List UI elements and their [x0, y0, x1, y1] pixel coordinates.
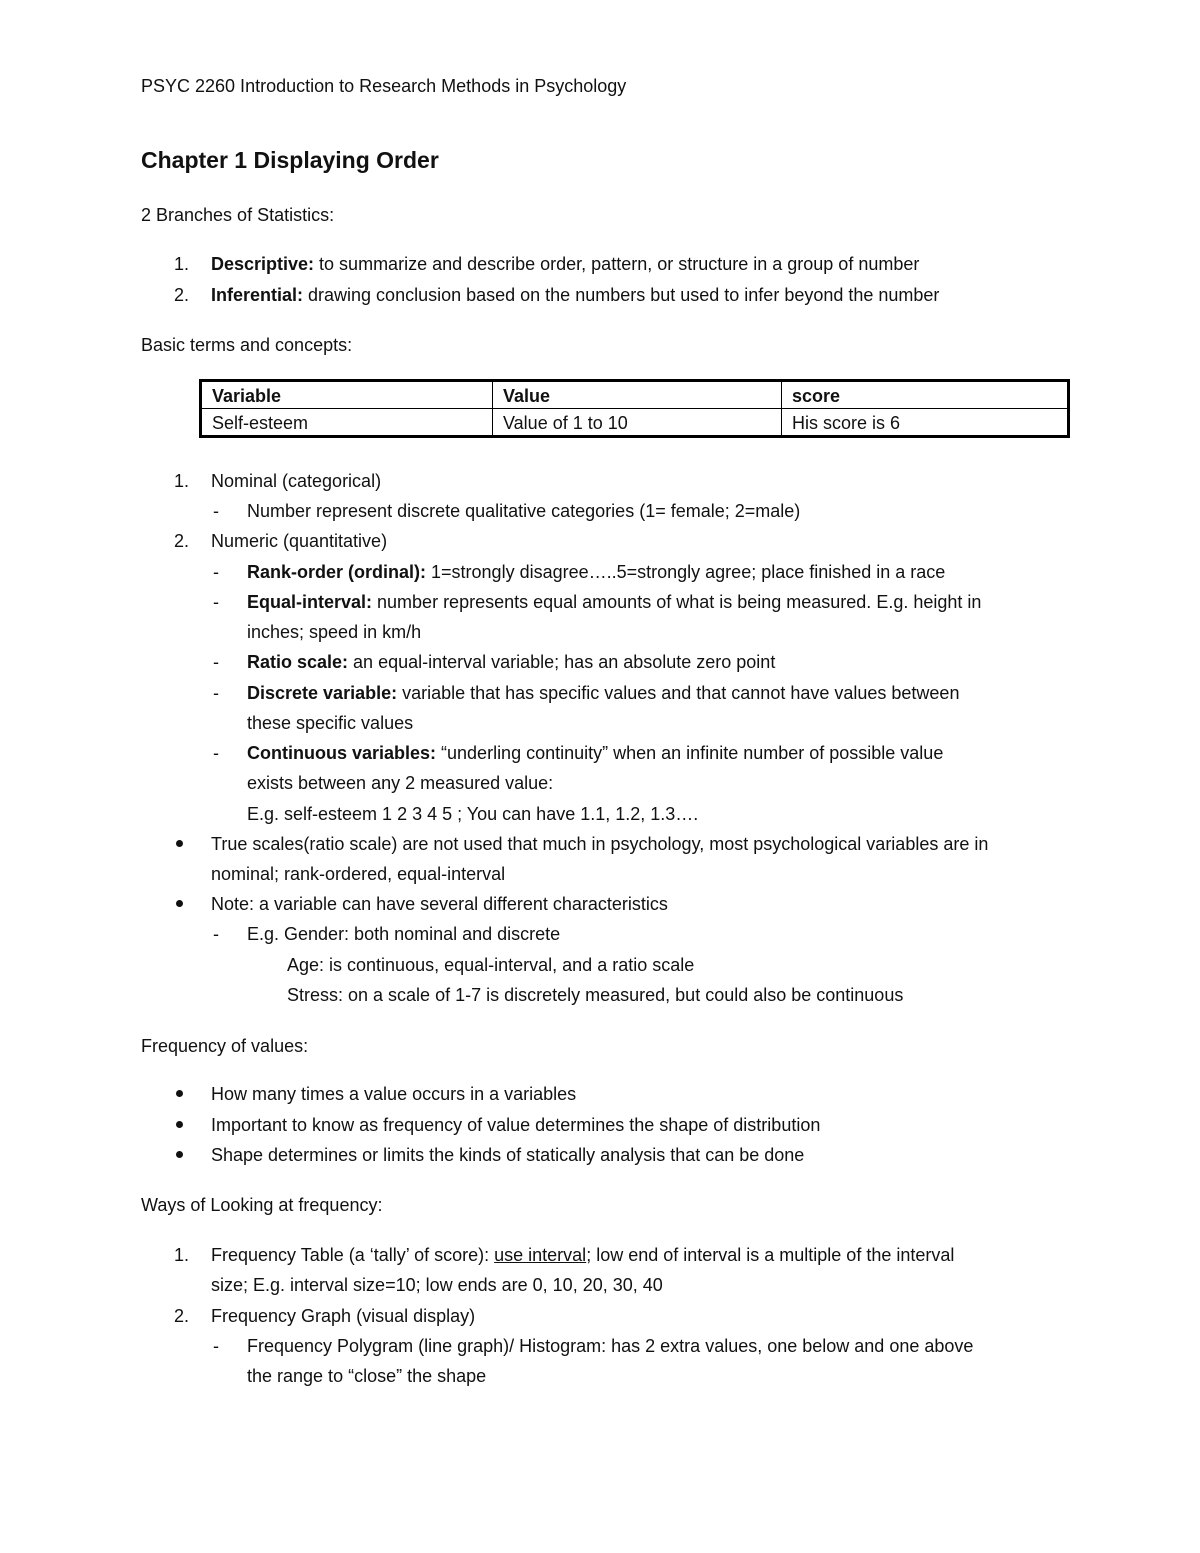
bullet-icon — [176, 1121, 183, 1128]
table-cell: Self-esteem — [201, 409, 493, 437]
list-number: 1. — [174, 1245, 190, 1265]
item-text: ; low end of interval is a multiple of the interval — [586, 1245, 955, 1265]
basic-terms-heading: Basic terms and concepts: — [141, 335, 353, 355]
bullet-item: Shape determines or limits the kinds of statically analysis that can be done — [211, 1145, 805, 1165]
bullet-item: Important to know as frequency of value determines the shape of distribution — [211, 1115, 821, 1135]
term: Discrete variable: — [247, 683, 398, 703]
dash-marker: - — [213, 501, 219, 521]
list-sub-item-continued: the range to “close” the shape — [247, 1366, 487, 1386]
dash-marker: - — [213, 592, 219, 612]
branches-heading: 2 Branches of Statistics: — [141, 205, 335, 225]
list-number: 2. — [174, 1306, 190, 1326]
dash-marker: - — [213, 924, 219, 944]
list-item — [211, 252, 919, 276]
table-cell: Value of 1 to 10 — [493, 409, 782, 437]
nominal-sub: Number represent discrete qualitative categories (1= female; 2=male) — [247, 501, 801, 521]
bullet-item: True scales(ratio scale) are not used that much in psychology, most psychological variables are in — [211, 834, 989, 854]
term-definition: drawing conclusion based on the numbers but used to infer beyond the number — [303, 285, 940, 305]
frequency-heading: Frequency of values: — [141, 1036, 309, 1056]
bullet-icon — [176, 1090, 183, 1097]
bullet-sub-item: E.g. Gender: both nominal and discrete — [247, 924, 561, 944]
term: Equal-interval: — [247, 592, 373, 612]
list-item — [211, 1243, 954, 1267]
discrete-continued: these specific values — [247, 713, 414, 733]
continuous-example: E.g. self-esteem 1 2 3 4 5 ; You can have 1.1, 1.2, 1.3…. — [247, 804, 699, 824]
terms-table — [199, 379, 1070, 438]
list-item — [211, 283, 939, 307]
table-header-cell: Variable — [201, 381, 493, 409]
bullet-sub-item: Age: is continuous, equal-interval, and a ratio scale — [287, 955, 695, 975]
table-header-row — [201, 381, 1069, 409]
ratio-scale-item — [247, 650, 775, 674]
underlined-text: use interval — [494, 1245, 587, 1265]
term: Rank-order (ordinal): — [247, 562, 427, 582]
bullet-item: How many times a value occurs in a variables — [211, 1084, 577, 1104]
list-sub-item: Frequency Polygram (line graph)/ Histogram: has 2 extra values, one below and one above — [247, 1336, 974, 1356]
dash-marker: - — [213, 743, 219, 763]
list-number: 2. — [174, 531, 190, 551]
dash-marker: - — [213, 1336, 219, 1356]
dash-marker: - — [213, 652, 219, 672]
nominal-item: Nominal (categorical) — [211, 471, 382, 491]
term-definition: 1=strongly disagree…..5=strongly agree; place finished in a race — [426, 562, 946, 582]
list-item: Frequency Graph (visual display) — [211, 1306, 476, 1326]
list-number: 2. — [174, 285, 190, 305]
term-definition: variable that has specific values and that cannot have values between — [397, 683, 960, 703]
list-item-continued: size; E.g. interval size=10; low ends are 0, 10, 20, 30, 40 — [211, 1275, 663, 1295]
term-definition: to summarize and describe order, pattern, or structure in a group of number — [314, 254, 920, 274]
dash-marker: - — [213, 562, 219, 582]
bullet-icon — [176, 1151, 183, 1158]
table-row — [201, 409, 1069, 437]
chapter-title: Chapter 1 Displaying Order — [141, 147, 439, 173]
table-header-cell: Value — [493, 381, 782, 409]
continuous-item — [247, 741, 943, 765]
bullet-sub-item: Stress: on a scale of 1-7 is discretely measured, but could also be continuous — [287, 985, 904, 1005]
dash-marker: - — [213, 683, 219, 703]
rank-order-item — [247, 560, 945, 584]
list-number: 1. — [174, 471, 190, 491]
numeric-item: Numeric (quantitative) — [211, 531, 388, 551]
table-cell: His score is 6 — [782, 409, 1069, 437]
term-definition: “underling continuity” when an infinite number of possible value — [436, 743, 944, 763]
course-header: PSYC 2260 Introduction to Research Methods in Psychology — [141, 76, 627, 96]
bullet-item: Note: a variable can have several different characteristics — [211, 894, 668, 914]
bullet-icon — [176, 900, 183, 907]
term: Ratio scale: — [247, 652, 349, 672]
continuous-continued: exists between any 2 measured value: — [247, 773, 554, 793]
bullet-icon — [176, 840, 183, 847]
equal-interval-continued: inches; speed in km/h — [247, 622, 422, 642]
term-definition: an equal-interval variable; has an absolute zero point — [348, 652, 776, 672]
table-header-cell: score — [782, 381, 1069, 409]
term: Continuous variables: — [247, 743, 437, 763]
term: Inferential: — [211, 285, 304, 305]
ways-heading: Ways of Looking at frequency: — [141, 1195, 383, 1215]
discrete-item — [247, 681, 959, 705]
bullet-item-continued: nominal; rank-ordered, equal-interval — [211, 864, 506, 884]
item-text: Frequency Table (a ‘tally’ of score): — [211, 1245, 495, 1265]
term-definition: number represents equal amounts of what is being measured. E.g. height in — [372, 592, 982, 612]
equal-interval-item — [247, 590, 981, 614]
list-number: 1. — [174, 254, 190, 274]
term: Descriptive: — [211, 254, 315, 274]
